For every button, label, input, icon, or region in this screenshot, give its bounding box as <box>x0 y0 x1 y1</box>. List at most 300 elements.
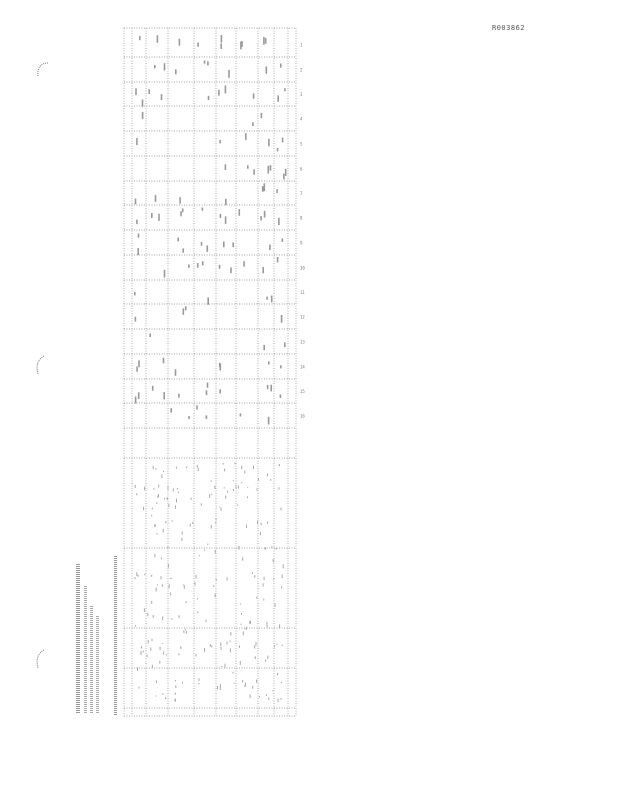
cell-glyph <box>268 166 270 174</box>
text-speckle <box>241 482 242 483</box>
text-speckle <box>185 629 186 630</box>
text-speckle <box>192 522 193 524</box>
cell-glyph <box>219 363 221 367</box>
text-speckle <box>152 665 153 668</box>
text-speckle <box>220 642 221 646</box>
text-speckle <box>211 480 212 481</box>
text-speckle <box>224 487 225 488</box>
cell-glyph <box>225 199 227 205</box>
cell-glyph <box>154 65 156 68</box>
text-speckle <box>278 699 279 702</box>
text-speckle <box>266 622 267 625</box>
cell-glyph <box>225 85 227 93</box>
text-speckle <box>230 641 231 643</box>
text-speckle <box>281 508 282 511</box>
text-speckle <box>220 684 221 687</box>
cell-glyph <box>207 383 209 388</box>
row-number: 3 <box>300 92 303 97</box>
text-speckle <box>255 656 256 659</box>
cell-glyph <box>247 165 249 169</box>
text-speckle <box>279 464 280 466</box>
cell-glyph <box>135 88 137 95</box>
text-speckle <box>144 487 145 491</box>
text-speckle <box>170 592 171 595</box>
cell-glyph <box>282 138 284 143</box>
text-speckle <box>270 479 271 481</box>
text-speckle <box>234 463 235 465</box>
cell-glyph <box>271 296 273 303</box>
text-speckle <box>152 639 153 642</box>
text-speckle <box>147 655 148 657</box>
cell-glyph <box>228 70 230 78</box>
row-number: 8 <box>300 215 303 221</box>
text-speckle <box>214 486 215 489</box>
cell-glyph <box>280 64 282 68</box>
cell-glyph <box>220 44 222 49</box>
text-speckle <box>240 603 241 604</box>
text-speckle <box>260 532 261 535</box>
text-speckle <box>168 564 169 568</box>
text-speckle <box>249 621 250 624</box>
text-speckle <box>267 625 268 628</box>
cell-glyph <box>269 245 271 251</box>
cell-glyph <box>230 267 232 273</box>
row-number: 1 <box>300 42 303 48</box>
text-speckle <box>234 683 235 684</box>
text-speckle <box>257 489 258 491</box>
text-speckle <box>204 550 205 551</box>
text-speckle <box>184 585 185 589</box>
cell-glyph <box>252 122 254 126</box>
cell-glyph <box>185 306 187 310</box>
text-speckle <box>240 661 241 665</box>
cell-glyph <box>219 265 221 269</box>
text-speckle <box>250 694 251 698</box>
cell-glyph <box>268 139 270 147</box>
text-speckle <box>175 505 176 509</box>
text-speckle <box>267 521 268 523</box>
cell-glyph <box>281 315 283 323</box>
text-speckle <box>265 547 266 550</box>
row-number: 5 <box>300 141 303 147</box>
text-speckle <box>163 651 164 654</box>
cell-glyph <box>220 214 222 218</box>
cell-glyph <box>139 36 141 40</box>
text-speckle <box>175 680 176 682</box>
text-speckle <box>168 486 169 490</box>
text-speckle <box>147 613 148 617</box>
text-speckle <box>230 632 231 635</box>
cell-glyph <box>175 69 177 74</box>
cell-glyph <box>219 389 221 393</box>
text-speckle <box>163 471 164 472</box>
cell-glyph <box>142 112 144 119</box>
cell-glyph <box>282 239 284 242</box>
text-speckle <box>183 630 184 633</box>
cell-glyph <box>221 35 223 43</box>
text-speckle <box>197 611 198 613</box>
cell-glyph <box>135 397 137 404</box>
text-speckle <box>171 578 172 579</box>
cell-glyph <box>179 39 181 46</box>
text-speckle <box>256 642 257 646</box>
text-speckle <box>170 578 171 579</box>
cell-glyph <box>164 270 166 278</box>
cell-glyph <box>208 96 210 100</box>
text-speckle <box>160 647 161 650</box>
text-speckle <box>155 468 156 470</box>
cell-glyph <box>137 248 139 255</box>
text-speckle <box>175 699 176 702</box>
cell-glyph <box>277 148 279 151</box>
text-speckle <box>157 533 158 535</box>
cell-glyph <box>262 267 264 273</box>
text-speckle <box>199 555 200 556</box>
text-speckle <box>154 554 155 557</box>
text-speckle <box>257 520 258 524</box>
text-speckle <box>137 667 138 671</box>
text-speckle <box>199 678 200 681</box>
text-speckle <box>258 479 259 481</box>
text-speckle <box>151 515 152 516</box>
text-speckle <box>277 673 278 675</box>
cell-glyph <box>284 88 286 91</box>
cell-glyph <box>270 165 272 171</box>
text-speckle <box>241 466 242 469</box>
text-speckle <box>186 601 187 603</box>
cell-glyph <box>268 361 270 364</box>
row-number: 2 <box>300 67 303 73</box>
text-speckle <box>242 557 243 561</box>
cell-glyph <box>163 358 165 364</box>
text-speckle <box>247 496 248 498</box>
text-speckle <box>165 697 166 699</box>
text-speckle <box>144 608 145 612</box>
cell-glyph <box>283 174 285 180</box>
cell-glyph <box>266 297 268 300</box>
row-number: 9 <box>300 240 303 246</box>
text-speckle <box>156 695 157 696</box>
text-speckle <box>177 488 178 490</box>
cell-glyph <box>223 242 225 248</box>
text-speckle <box>256 597 257 599</box>
cell-glyph <box>136 138 138 145</box>
text-speckle <box>135 485 136 488</box>
text-speckle <box>168 546 169 548</box>
cell-glyph <box>149 333 151 337</box>
text-speckle <box>233 480 234 481</box>
text-speckle <box>221 508 222 511</box>
rotated-data-table <box>124 28 305 716</box>
cell-glyph <box>253 93 255 98</box>
cell-glyph <box>207 61 209 65</box>
text-speckle <box>178 653 179 655</box>
text-speckle <box>211 525 212 529</box>
cell-glyph <box>260 216 262 220</box>
text-speckle <box>197 465 198 468</box>
text-speckle <box>178 492 179 493</box>
cell-glyph <box>207 245 209 252</box>
cell-glyph <box>240 413 242 416</box>
text-speckle <box>210 644 211 647</box>
cell-glyph <box>264 211 266 218</box>
text-speckle <box>171 618 172 620</box>
text-speckle <box>220 686 221 690</box>
text-speckle <box>201 503 202 506</box>
text-speckle <box>254 575 255 578</box>
cell-glyph <box>207 297 209 304</box>
text-speckle <box>196 654 197 657</box>
text-speckle <box>265 660 266 662</box>
text-speckle <box>242 680 243 683</box>
cell-glyph <box>135 317 137 322</box>
text-speckle <box>153 466 154 469</box>
text-speckle <box>197 598 198 600</box>
text-speckle <box>223 463 224 465</box>
text-speckle <box>264 577 265 581</box>
text-speckle <box>138 575 139 577</box>
text-speckle <box>252 686 253 689</box>
cell-glyph <box>261 113 263 118</box>
text-speckle <box>180 646 181 649</box>
text-speckle <box>259 696 260 698</box>
cell-glyph <box>285 169 287 176</box>
text-speckle <box>152 508 153 510</box>
text-speckle <box>241 624 242 625</box>
cell-glyph <box>163 392 165 399</box>
text-speckle <box>233 489 234 491</box>
text-speckle <box>263 599 264 601</box>
cell-glyph <box>225 164 227 170</box>
text-speckle <box>157 496 158 498</box>
text-speckle <box>143 651 144 653</box>
cell-glyph <box>277 257 279 262</box>
text-speckle <box>227 577 228 580</box>
text-speckle <box>182 532 183 535</box>
text-speckle <box>175 693 176 695</box>
cell-glyph <box>197 43 199 47</box>
cell-glyph <box>278 218 280 225</box>
cell-glyph <box>276 189 278 193</box>
cell-glyph <box>158 214 160 221</box>
cell-glyph <box>161 94 163 100</box>
text-speckle <box>230 648 231 652</box>
text-speckle <box>139 687 140 689</box>
cell-glyph <box>264 183 266 191</box>
text-speckle <box>195 582 196 585</box>
text-speckle <box>161 475 162 479</box>
text-speckle <box>238 546 239 550</box>
text-speckle <box>221 647 222 650</box>
text-speckle <box>282 645 283 647</box>
text-speckle <box>215 522 216 523</box>
text-speckle <box>151 601 152 604</box>
text-speckle <box>168 504 169 507</box>
text-speckle <box>181 538 182 542</box>
cell-glyph <box>138 392 140 399</box>
text-speckle <box>158 485 159 488</box>
text-speckle <box>245 683 246 687</box>
cell-glyph <box>284 342 286 347</box>
text-speckle <box>175 685 176 688</box>
cell-glyph <box>263 37 265 45</box>
text-speckle <box>215 550 216 554</box>
cell-glyph <box>138 360 140 367</box>
cell-glyph <box>164 63 166 70</box>
text-speckle <box>196 575 197 579</box>
text-speckle <box>272 690 273 691</box>
text-speckle <box>244 471 245 474</box>
text-speckle <box>179 615 180 618</box>
table-grid <box>124 28 305 716</box>
cell-glyph <box>170 408 172 413</box>
text-speckle <box>274 645 275 647</box>
text-speckle <box>136 493 137 495</box>
text-speckle <box>135 577 136 579</box>
text-speckle <box>237 504 238 505</box>
text-speckle <box>233 672 234 674</box>
cell-glyph <box>204 61 206 64</box>
text-speckle <box>261 523 262 526</box>
cell-glyph <box>206 415 208 419</box>
text-speckle <box>162 693 163 695</box>
text-speckle <box>281 682 282 683</box>
cell-glyph <box>152 386 154 391</box>
cell-glyph <box>135 199 137 205</box>
cell-glyph <box>239 209 241 216</box>
text-speckle <box>256 680 257 683</box>
cell-glyph <box>268 417 270 425</box>
text-speckle <box>211 494 212 496</box>
text-speckle <box>143 507 144 511</box>
cell-glyph <box>136 220 138 225</box>
text-speckle <box>227 642 228 645</box>
cell-glyph <box>218 90 220 96</box>
text-speckle <box>278 487 279 490</box>
row-number: 6 <box>300 166 303 172</box>
cell-glyph <box>241 41 243 47</box>
cell-glyph <box>266 67 268 74</box>
row-number: 4 <box>300 116 303 122</box>
punch-hole-mark-top <box>34 60 50 82</box>
cell-glyph <box>155 195 157 202</box>
text-speckle <box>186 466 187 468</box>
text-speckle <box>151 575 152 577</box>
text-speckle <box>271 546 272 549</box>
text-speckle <box>224 469 225 472</box>
text-speckle <box>186 631 187 634</box>
text-speckle <box>267 473 268 476</box>
cell-glyph <box>277 95 279 102</box>
text-speckle <box>216 518 217 520</box>
text-speckle <box>279 625 280 629</box>
cell-glyph <box>179 197 181 204</box>
cell-glyph <box>182 208 184 212</box>
cell-glyph <box>183 308 185 314</box>
text-speckle <box>282 574 283 578</box>
cell-glyph <box>197 263 199 268</box>
cell-glyph <box>280 365 282 368</box>
cell-glyph <box>188 265 190 268</box>
cell-glyph <box>177 238 179 242</box>
cell-glyph <box>245 133 247 140</box>
row-number: 12 <box>300 314 305 320</box>
text-speckle <box>219 507 220 508</box>
text-speckle <box>162 584 163 586</box>
cell-glyph <box>138 234 140 238</box>
text-speckle <box>164 498 165 500</box>
text-speckle <box>136 572 137 576</box>
text-speckle <box>163 529 164 533</box>
row-number: 14 <box>300 364 305 370</box>
text-speckle <box>156 680 157 683</box>
text-speckle <box>215 594 216 598</box>
cell-glyph <box>280 395 282 399</box>
text-speckle <box>154 524 155 527</box>
cell-glyph <box>253 169 255 175</box>
punch-hole-mark-bottom <box>32 648 48 670</box>
text-speckle <box>182 682 183 684</box>
text-speckle <box>281 586 282 588</box>
cell-glyph <box>142 100 144 108</box>
rotated-report-header <box>74 555 126 725</box>
cell-glyph <box>151 213 153 218</box>
cell-glyph <box>201 242 203 246</box>
text-speckle <box>275 604 276 607</box>
cell-glyph <box>219 140 221 144</box>
text-speckle <box>266 695 267 697</box>
cell-glyph <box>178 394 180 398</box>
document-id-stamp: R003862 <box>492 24 526 32</box>
text-speckle <box>176 467 177 469</box>
text-speckle <box>167 497 168 500</box>
text-speckle <box>148 640 149 643</box>
text-speckle <box>211 645 212 647</box>
cell-glyph <box>202 261 204 265</box>
text-speckle <box>153 488 154 490</box>
text-speckle <box>172 520 173 522</box>
text-speckle <box>267 656 268 659</box>
cell-glyph <box>243 261 245 267</box>
row-number: 15 <box>300 389 305 394</box>
text-speckle <box>225 496 226 499</box>
text-speckle <box>239 646 240 648</box>
text-speckle <box>135 625 136 627</box>
text-speckle <box>190 524 191 527</box>
cell-glyph <box>263 345 265 350</box>
text-speckle <box>162 616 163 620</box>
cell-glyph <box>175 369 177 376</box>
text-speckle <box>273 559 274 563</box>
text-speckle <box>254 645 255 648</box>
cell-glyph <box>202 208 204 211</box>
text-speckle <box>277 644 278 645</box>
text-speckle <box>165 521 166 523</box>
cell-glyph <box>196 405 198 409</box>
text-speckle <box>176 499 177 503</box>
text-speckle <box>153 615 154 618</box>
cell-glyph <box>180 211 182 216</box>
text-speckle <box>198 683 199 685</box>
text-speckle <box>273 578 274 579</box>
row-number: 10 <box>300 265 305 271</box>
text-speckle <box>238 486 239 489</box>
text-speckle <box>245 628 246 629</box>
text-speckle <box>276 548 277 550</box>
text-speckle <box>198 468 199 472</box>
text-speckle <box>216 579 217 581</box>
text-speckle <box>159 661 160 664</box>
